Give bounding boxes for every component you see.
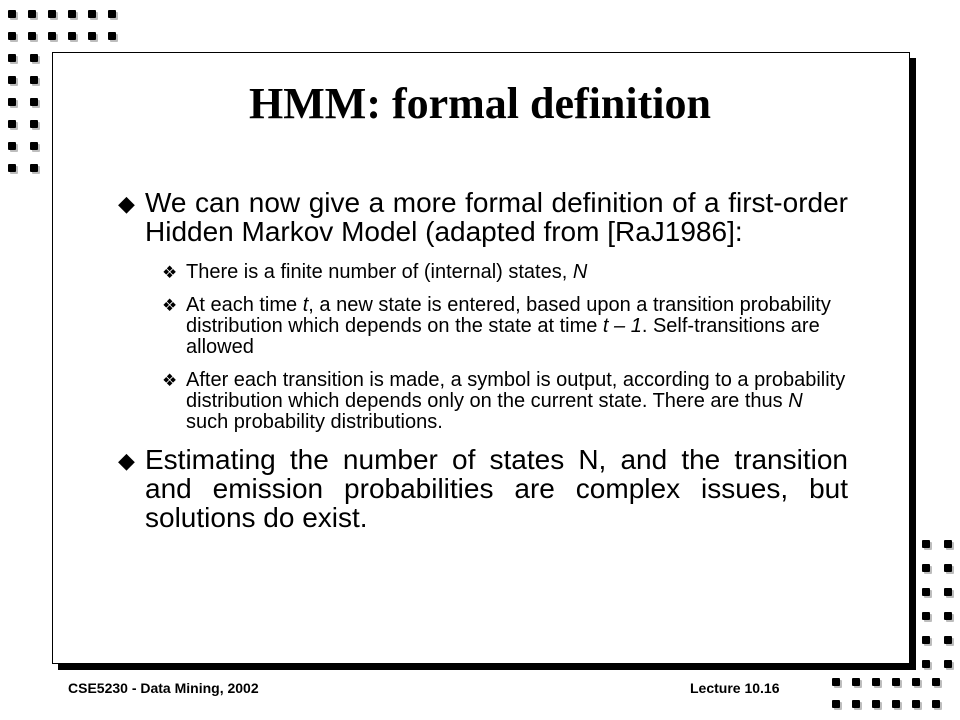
decorative-square <box>892 678 900 686</box>
decorative-square <box>30 54 38 62</box>
decorative-square <box>932 678 940 686</box>
sub-bullet-1: ❖ There is a finite number of (internal) states, N <box>162 262 848 283</box>
four-diamond-bullet-icon <box>162 262 177 283</box>
sub-bullet-3: ❖ After each transition is made, a symbol is output, according to a probability distribution which depends only on the current state. There are thus N such probability distributions. <box>162 370 848 433</box>
decorative-square <box>922 564 930 572</box>
decorative-square <box>872 678 880 686</box>
decorative-square <box>28 10 36 18</box>
footer-lecture: Lecture 10.16 <box>690 680 780 696</box>
decorative-square <box>88 10 96 18</box>
decorative-square <box>852 678 860 686</box>
decorative-square <box>832 678 840 686</box>
decorative-square <box>8 142 16 150</box>
bullet-2 <box>118 445 848 532</box>
decorative-square <box>944 564 952 572</box>
decorative-square <box>68 32 76 40</box>
decorative-square <box>28 32 36 40</box>
bullet-1 <box>118 188 848 246</box>
bullet-2-text: Estimating the number of states N, and the transition and emission probabilities are complex issues, but solutions do exist. <box>145 444 848 533</box>
decorative-square <box>832 700 840 708</box>
decorative-square <box>8 10 16 18</box>
diamond-bullet-icon <box>118 446 135 475</box>
decorative-square <box>8 32 16 40</box>
decorative-square <box>48 32 56 40</box>
decorative-square <box>30 164 38 172</box>
decorative-square <box>912 678 920 686</box>
decorative-square <box>48 10 56 18</box>
decorative-square <box>30 142 38 150</box>
decorative-square <box>932 700 940 708</box>
decorative-square <box>68 10 76 18</box>
decorative-square <box>108 10 116 18</box>
decorative-square <box>892 700 900 708</box>
decorative-square <box>944 588 952 596</box>
decorative-square <box>922 612 930 620</box>
decorative-square <box>944 540 952 548</box>
decorative-square <box>88 32 96 40</box>
decorative-square <box>912 700 920 708</box>
diamond-bullet-icon <box>118 189 135 218</box>
decorative-square <box>944 612 952 620</box>
decorative-square <box>852 700 860 708</box>
bullet-1-text: We can now give a more formal definition of a first-order Hidden Markov Model (adapted from [RaJ1986]: <box>145 187 848 247</box>
decorative-square <box>944 660 952 668</box>
decorative-square <box>922 636 930 644</box>
sub-bullet-list <box>118 262 848 433</box>
decorative-square <box>872 700 880 708</box>
decorative-square <box>922 540 930 548</box>
decorative-square <box>108 32 116 40</box>
sub-bullet-2: ❖ At each time t, a new state is entered, based upon a transition probability distribution which depends on the state at time t – 1. Self-transitions are allowed <box>162 295 848 358</box>
four-diamond-bullet-icon <box>162 370 177 391</box>
decorative-square <box>922 660 930 668</box>
slide-content <box>118 188 848 548</box>
decorative-square <box>944 636 952 644</box>
footer-course: CSE5230 - Data Mining, 2002 <box>68 680 259 696</box>
four-diamond-bullet-icon <box>162 295 177 316</box>
decorative-square <box>8 164 16 172</box>
decorative-square <box>922 588 930 596</box>
decorative-square <box>8 54 16 62</box>
slide-title: HMM: formal definition <box>249 79 711 128</box>
